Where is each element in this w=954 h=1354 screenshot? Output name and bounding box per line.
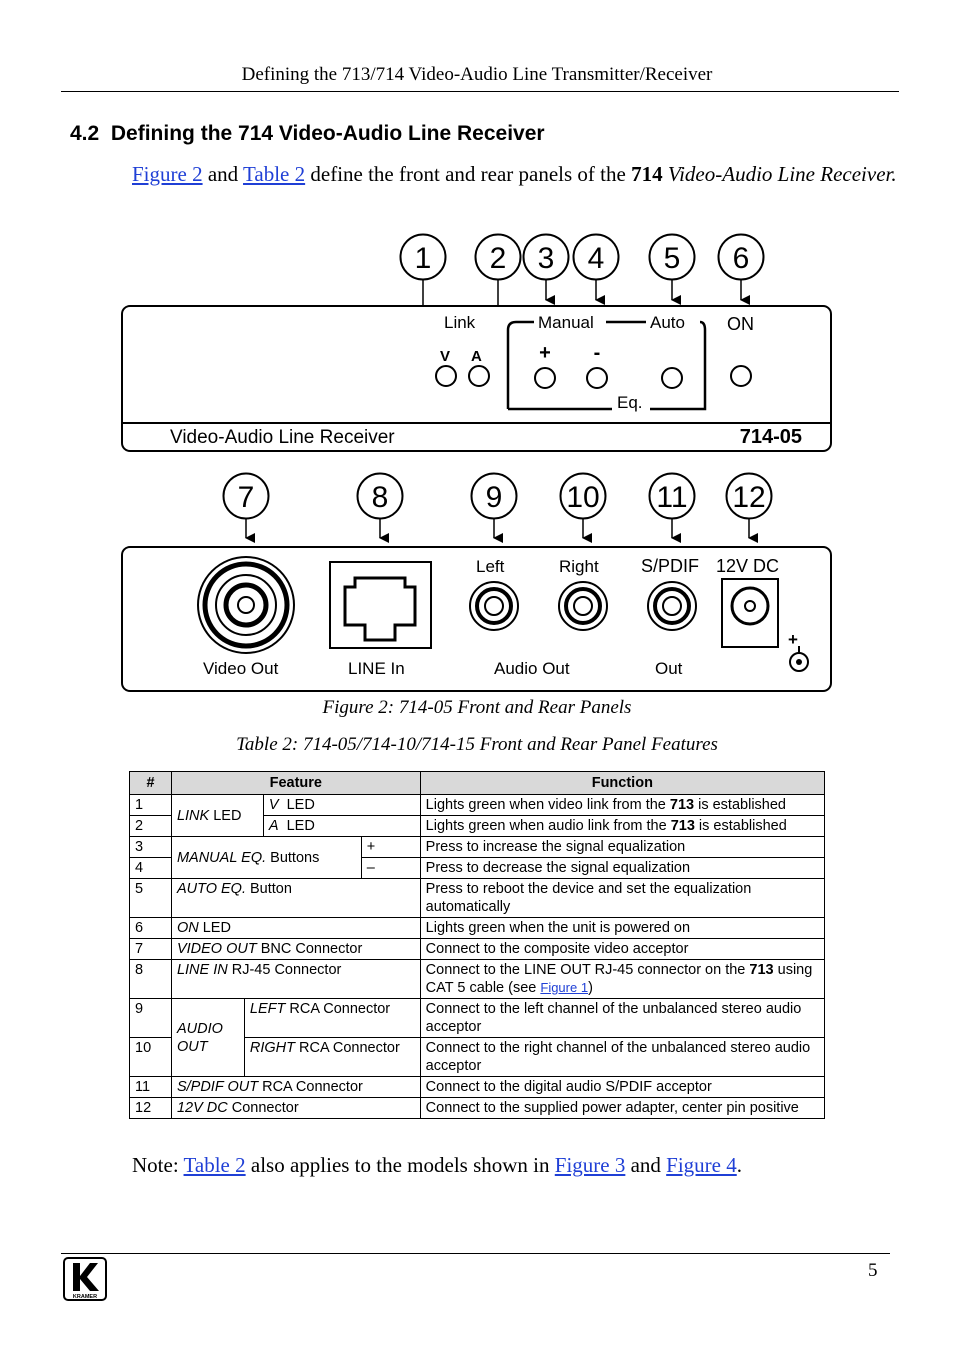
row-function: Connect to the left channel of the unbalanced stereo audio acceptor	[420, 999, 824, 1038]
audio-out-label: Audio Out	[494, 659, 570, 678]
svg-text:11: 11	[656, 481, 688, 514]
row-feature: 12V DC Connector	[171, 1098, 420, 1119]
figure-1-link[interactable]: Figure 1	[540, 980, 589, 995]
manual-label: Manual	[538, 313, 594, 332]
table-caption: Table 2: 714-05/714-10/714-15 Front and Rear Panel Features	[236, 734, 718, 755]
row-num: 12	[130, 1098, 172, 1119]
callout-5	[650, 235, 695, 280]
row-feature: +	[361, 837, 420, 858]
row-function: Connect to the digital audio S/PDIF acceptor	[420, 1077, 824, 1098]
product-name: Video-Audio Line Receiver	[170, 427, 395, 448]
running-header: Defining the 713/714 Video-Audio Line Transmitter/Receiver	[241, 64, 713, 85]
row-feature: RIGHT RCA Connector	[244, 1038, 420, 1077]
callout-11	[650, 474, 695, 519]
callout-1	[401, 235, 446, 280]
rear-leaders	[246, 519, 749, 538]
svg-text:2: 2	[489, 242, 507, 275]
line-in-label: LINE In	[348, 659, 405, 678]
callout-8	[358, 474, 403, 519]
rear-callouts	[224, 474, 772, 519]
callout-7	[224, 474, 269, 519]
svg-text:1: 1	[414, 242, 432, 275]
header-feature: Feature	[171, 772, 420, 795]
row-function: Connect to the composite video acceptor	[420, 939, 824, 960]
section-heading	[70, 122, 545, 146]
section-title: Defining the 714 Video-Audio Line Receiver	[110, 122, 545, 145]
on-label: ON	[727, 314, 754, 334]
row-feature: V LED	[263, 795, 420, 816]
svg-text:8: 8	[371, 481, 389, 514]
right-label: Right	[559, 557, 599, 576]
callout-9	[472, 474, 517, 519]
table-row	[130, 837, 825, 858]
minus-label: -	[593, 342, 601, 364]
row-function: Press to decrease the signal equalization	[420, 858, 824, 879]
intro-model: 714	[631, 162, 663, 186]
svg-text:12: 12	[732, 481, 766, 514]
row-function: Press to reboot the device and set the equalization automatically	[420, 879, 824, 918]
intro-paragraph	[132, 161, 902, 188]
panel-figure	[0, 228, 954, 698]
svg-text:6: 6	[732, 242, 750, 275]
callout-2	[476, 235, 521, 280]
row-num: 10	[130, 1038, 172, 1077]
note-and: and	[625, 1153, 667, 1177]
video-out-label: Video Out	[203, 659, 279, 678]
footer-rule	[61, 1253, 890, 1254]
table-row	[130, 1098, 825, 1119]
row-feature: S/PDIF OUT RCA Connector	[171, 1077, 420, 1098]
table-row	[130, 879, 825, 918]
kramer-logo-icon	[63, 1257, 107, 1301]
note-end: .	[736, 1153, 742, 1177]
a-led	[469, 366, 489, 386]
section-number: 4.2	[70, 122, 100, 145]
front-callouts	[401, 235, 764, 280]
svg-text:5: 5	[663, 242, 681, 275]
row-function: Connect to the right channel of the unbalanced stereo audio acceptor	[420, 1038, 824, 1077]
row-num: 4	[130, 858, 172, 879]
link-led-group: LINK LED	[171, 795, 263, 837]
callout-6	[719, 235, 764, 280]
row-function: Lights green when video link from the 713 is established	[420, 795, 824, 816]
table-row	[130, 1077, 825, 1098]
callout-10	[561, 474, 606, 519]
row-feature: LEFT RCA Connector	[244, 999, 420, 1038]
callout-12	[727, 474, 772, 519]
table-row	[130, 999, 825, 1038]
spdif-label: S/PDIF	[641, 556, 700, 576]
figure-2-link[interactable]: Figure 2	[132, 162, 203, 186]
figure-caption: Figure 2: 714-05 Front and Rear Panels	[322, 697, 632, 718]
row-num: 6	[130, 918, 172, 939]
row-num: 11	[130, 1077, 172, 1098]
rear-panel	[122, 547, 831, 691]
a-label: A	[471, 348, 482, 365]
header-num: #	[130, 772, 172, 795]
auto-label: Auto	[650, 313, 685, 332]
table-header-row	[130, 772, 825, 795]
svg-text:3: 3	[537, 242, 555, 275]
svg-text:9: 9	[485, 481, 503, 514]
row-num: 1	[130, 795, 172, 816]
header-rule	[61, 91, 899, 92]
eq-label: Eq.	[617, 393, 643, 412]
row-num: 7	[130, 939, 172, 960]
dc-label: 12V DC	[716, 556, 780, 576]
intro-and: and	[202, 162, 244, 186]
svg-text:+: +	[788, 630, 798, 649]
front-panel	[122, 306, 831, 451]
table-2-link[interactable]: Table 2	[243, 162, 306, 186]
page-number: 5	[868, 1260, 878, 1281]
note-prefix: Note:	[132, 1153, 184, 1177]
figure-3-link[interactable]: Figure 3	[554, 1153, 626, 1177]
row-function: Lights green when audio link from the 713 is established	[420, 816, 824, 837]
svg-text:4: 4	[587, 242, 605, 275]
auto-eq-button	[662, 368, 682, 388]
on-led	[731, 366, 751, 386]
note-paragraph	[132, 1153, 742, 1178]
note-table-2-link[interactable]: Table 2	[183, 1153, 246, 1177]
intro-product: Video-Audio Line Receiver.	[662, 162, 897, 186]
intro-text: define the front and rear panels of the	[305, 162, 632, 186]
row-num: 2	[130, 816, 172, 837]
callout-4	[574, 235, 619, 280]
row-feature: ON LED	[171, 918, 420, 939]
table-row	[130, 939, 825, 960]
audio-out-group: AUDIO OUT	[171, 999, 244, 1077]
row-function: Connect to the supplied power adapter, center pin positive	[420, 1098, 824, 1119]
row-feature: LINE IN RJ-45 Connector	[171, 960, 420, 999]
manual-minus-button	[587, 368, 607, 388]
row-function: Lights green when the unit is powered on	[420, 918, 824, 939]
manual-plus-button	[535, 368, 555, 388]
row-feature: AUTO EQ. Button	[171, 879, 420, 918]
callout-3	[524, 235, 569, 280]
model-label: 714-05	[739, 426, 802, 448]
table-row	[130, 960, 825, 999]
note-mid: also applies to the models shown in	[245, 1153, 555, 1177]
manual-eq-group: MANUAL EQ. Buttons	[171, 837, 361, 879]
row-function: Connect to the LINE OUT RJ-45 connector on the 713 using CAT 5 cable (see Figure 1)	[420, 960, 824, 999]
link-label: Link	[444, 313, 476, 332]
row-feature: A LED	[263, 816, 420, 837]
svg-text:7: 7	[237, 481, 255, 514]
svg-text:KRAMER: KRAMER	[72, 1294, 98, 1300]
row-num: 9	[130, 999, 172, 1038]
row-num: 8	[130, 960, 172, 999]
table-row	[130, 918, 825, 939]
features-table	[129, 771, 825, 1119]
header-function: Function	[420, 772, 824, 795]
row-feature: –	[361, 858, 420, 879]
row-num: 3	[130, 837, 172, 858]
row-function: Press to increase the signal equalization	[420, 837, 824, 858]
row-num: 5	[130, 879, 172, 918]
figure-4-link[interactable]: Figure 4	[666, 1153, 737, 1177]
svg-text:10: 10	[566, 481, 600, 514]
left-label: Left	[476, 557, 505, 576]
plus-label: +	[539, 342, 551, 364]
v-label: V	[440, 348, 451, 365]
table-row	[130, 795, 825, 816]
v-led	[436, 366, 456, 386]
row-feature: VIDEO OUT BNC Connector	[171, 939, 420, 960]
out-label: Out	[655, 659, 683, 678]
